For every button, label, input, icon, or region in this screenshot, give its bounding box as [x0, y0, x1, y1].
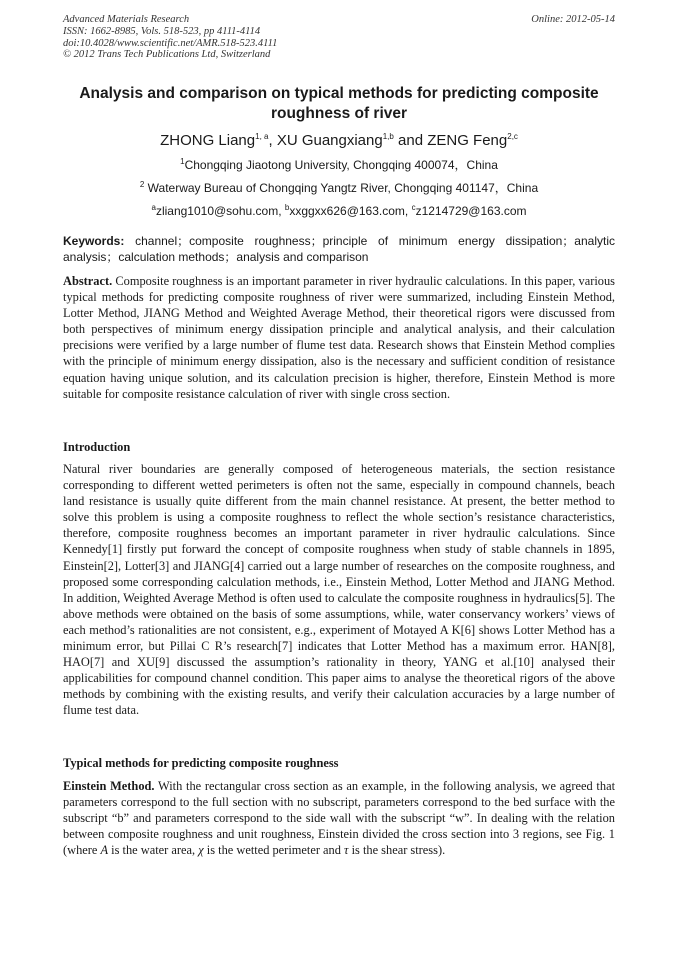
author-superscript: 1,b: [382, 132, 394, 141]
introduction-heading: Introduction: [63, 440, 131, 454]
paragraph-text: is the water area,: [108, 843, 199, 858]
author-superscript: 1, a: [255, 132, 269, 141]
keywords-section: [63, 234, 615, 265]
keywords-text: channel；composite roughness；principle of minimum energy dissipation；analytic analysis；calculation methods；analysis and comparison: [63, 234, 615, 264]
online-date: Online: 2012-05-14: [531, 14, 615, 25]
journal-header: [63, 14, 277, 61]
email-text: xxggxx626@163.com,: [289, 204, 412, 218]
introduction-paragraph: Natural river boundaries are generally composed of heterogeneous materials, the section resistance corresponding to different wetted perimeters is often not the same, especially in compound channels, beach land resistance is usually quite different from the main channel resistance. At present, the better method to solve this problem is using a composite roughness to reflect the whole section’s resistance characteristics, therefore, composite roughness becomes an important parameter in river hydraulic calculations. Since Kennedy[1] firstly put forward the concept of composite roughness when study of stable channels in 1895, Einstein[2], Lotter[3] and JIANG[4] carried out a large number of researches on the composite roughness, and proposed some corresponding calculation methods, i.e., Einstein Method, Lotter Method and JIANG Method. In addition, Weighted Average Method is often used to calculate the composite roughness in hydraulics[5]. The above methods were obtained on the basis of some assumptions, while, water conservancy workers’ views of each method’s rationalities are not consistent, e.g., experiment of Motayed A K[6] shows Lotter Method has a minimum error, but Pillai C R’s research[7] indicates that Lotter Method has a maximum error. HAN[8], HAO[7] and XU[9] discussed the assumption’s rationality in theory, YANG et al.[10] analysed their applicabilities for compound channel condition. This paper aims to analyse the theoretical rigors of the above methods by combining with the existing results, and verify their calculation accuracies by a large number of flume test data.: [63, 462, 615, 718]
author-separator: and: [393, 132, 428, 149]
affiliation-1: [63, 158, 615, 173]
author-name: ZHONG Liang: [160, 132, 256, 149]
abstract-label: Abstract.: [63, 274, 113, 288]
affiliation-superscript: 1: [180, 157, 185, 166]
email-superscript: a: [151, 203, 156, 212]
email-line: [63, 204, 615, 219]
affiliation-text: Chongqing Jiaotong University, Chongqing 400074，China: [184, 158, 498, 172]
einstein-method-label: Einstein Method.: [63, 779, 155, 793]
paragraph-text: is the wetted perimeter and: [203, 843, 345, 858]
author-name: XU Guangxiang: [276, 132, 383, 149]
email-text: zliang1010@sohu.com,: [155, 204, 285, 218]
keywords-label: Keywords:: [63, 234, 125, 248]
author-separator: ,: [268, 132, 277, 149]
affiliation-text: Waterway Bureau of Chongqing Yangtz River, Chongqing 401147，China: [144, 181, 539, 195]
symbol-shear-stress: τ: [344, 843, 349, 858]
copyright-line: © 2012 Trans Tech Publications Ltd, Switzerland: [63, 49, 271, 61]
author-superscript: 2,c: [507, 132, 518, 141]
affiliation-superscript: 2: [139, 180, 145, 189]
author-name: ZENG Feng: [427, 132, 508, 149]
issn-line: ISSN: 1662-8985, Vols. 518-523, pp 4111-4114: [63, 25, 261, 37]
email-text: z1214729@163.com: [415, 204, 527, 218]
abstract-section: [63, 273, 615, 402]
doi-line: doi:10.4028/www.scientific.net/AMR.518-523.4111: [63, 37, 278, 49]
email-superscript: c: [411, 203, 416, 212]
paper-title: Analysis and comparison on typical methods for predicting composite roughness of river: [79, 85, 599, 122]
abstract-text: Composite roughness is an important parameter in river hydraulic calculations. In this paper, various typical methods for predicting composite roughness of river were summarized, including Einstein Method, Lotter Method, JIANG Method and Weighted Average Method, their theoretical rigors were discussed from both perspectives of minimum energy dissipation principle and analytical analysis, and their calculation precisions were verified by a large number of flume test data. Research shows that Einstein Method complies with the principle of minimum energy dissipation, also is the necessary and sufficient condition of resistance equation having unique solution, and its calculation precision is higher, therefore, Einstein Method is more suitable for composite resistance calculation of river with single cross section.: [63, 274, 615, 401]
paragraph-text: With the rectangular cross section as an example, in the following analysis, we agreed that parameters correspond to the full section with no subscript, parameters correspond to the bed surface with the subscript “b” and parameters correspond to the side wall with the subscript “w”. In dealing with the relation between composite roughness and unit roughness, Einstein divided the cross section into 3 regions, see Fig. 1 (where: [63, 779, 616, 858]
symbol-area: A: [100, 843, 109, 858]
symbol-wetted-perimeter: χ: [198, 843, 204, 858]
author-line: [63, 132, 615, 150]
einstein-method-paragraph: [63, 778, 615, 858]
affiliation-2: [63, 181, 615, 196]
email-superscript: b: [284, 203, 290, 212]
typical-methods-heading: Typical methods for predicting composite roughness: [63, 756, 339, 770]
journal-name: Advanced Materials Research: [63, 14, 190, 25]
paragraph-text: is the shear stress).: [348, 843, 446, 858]
